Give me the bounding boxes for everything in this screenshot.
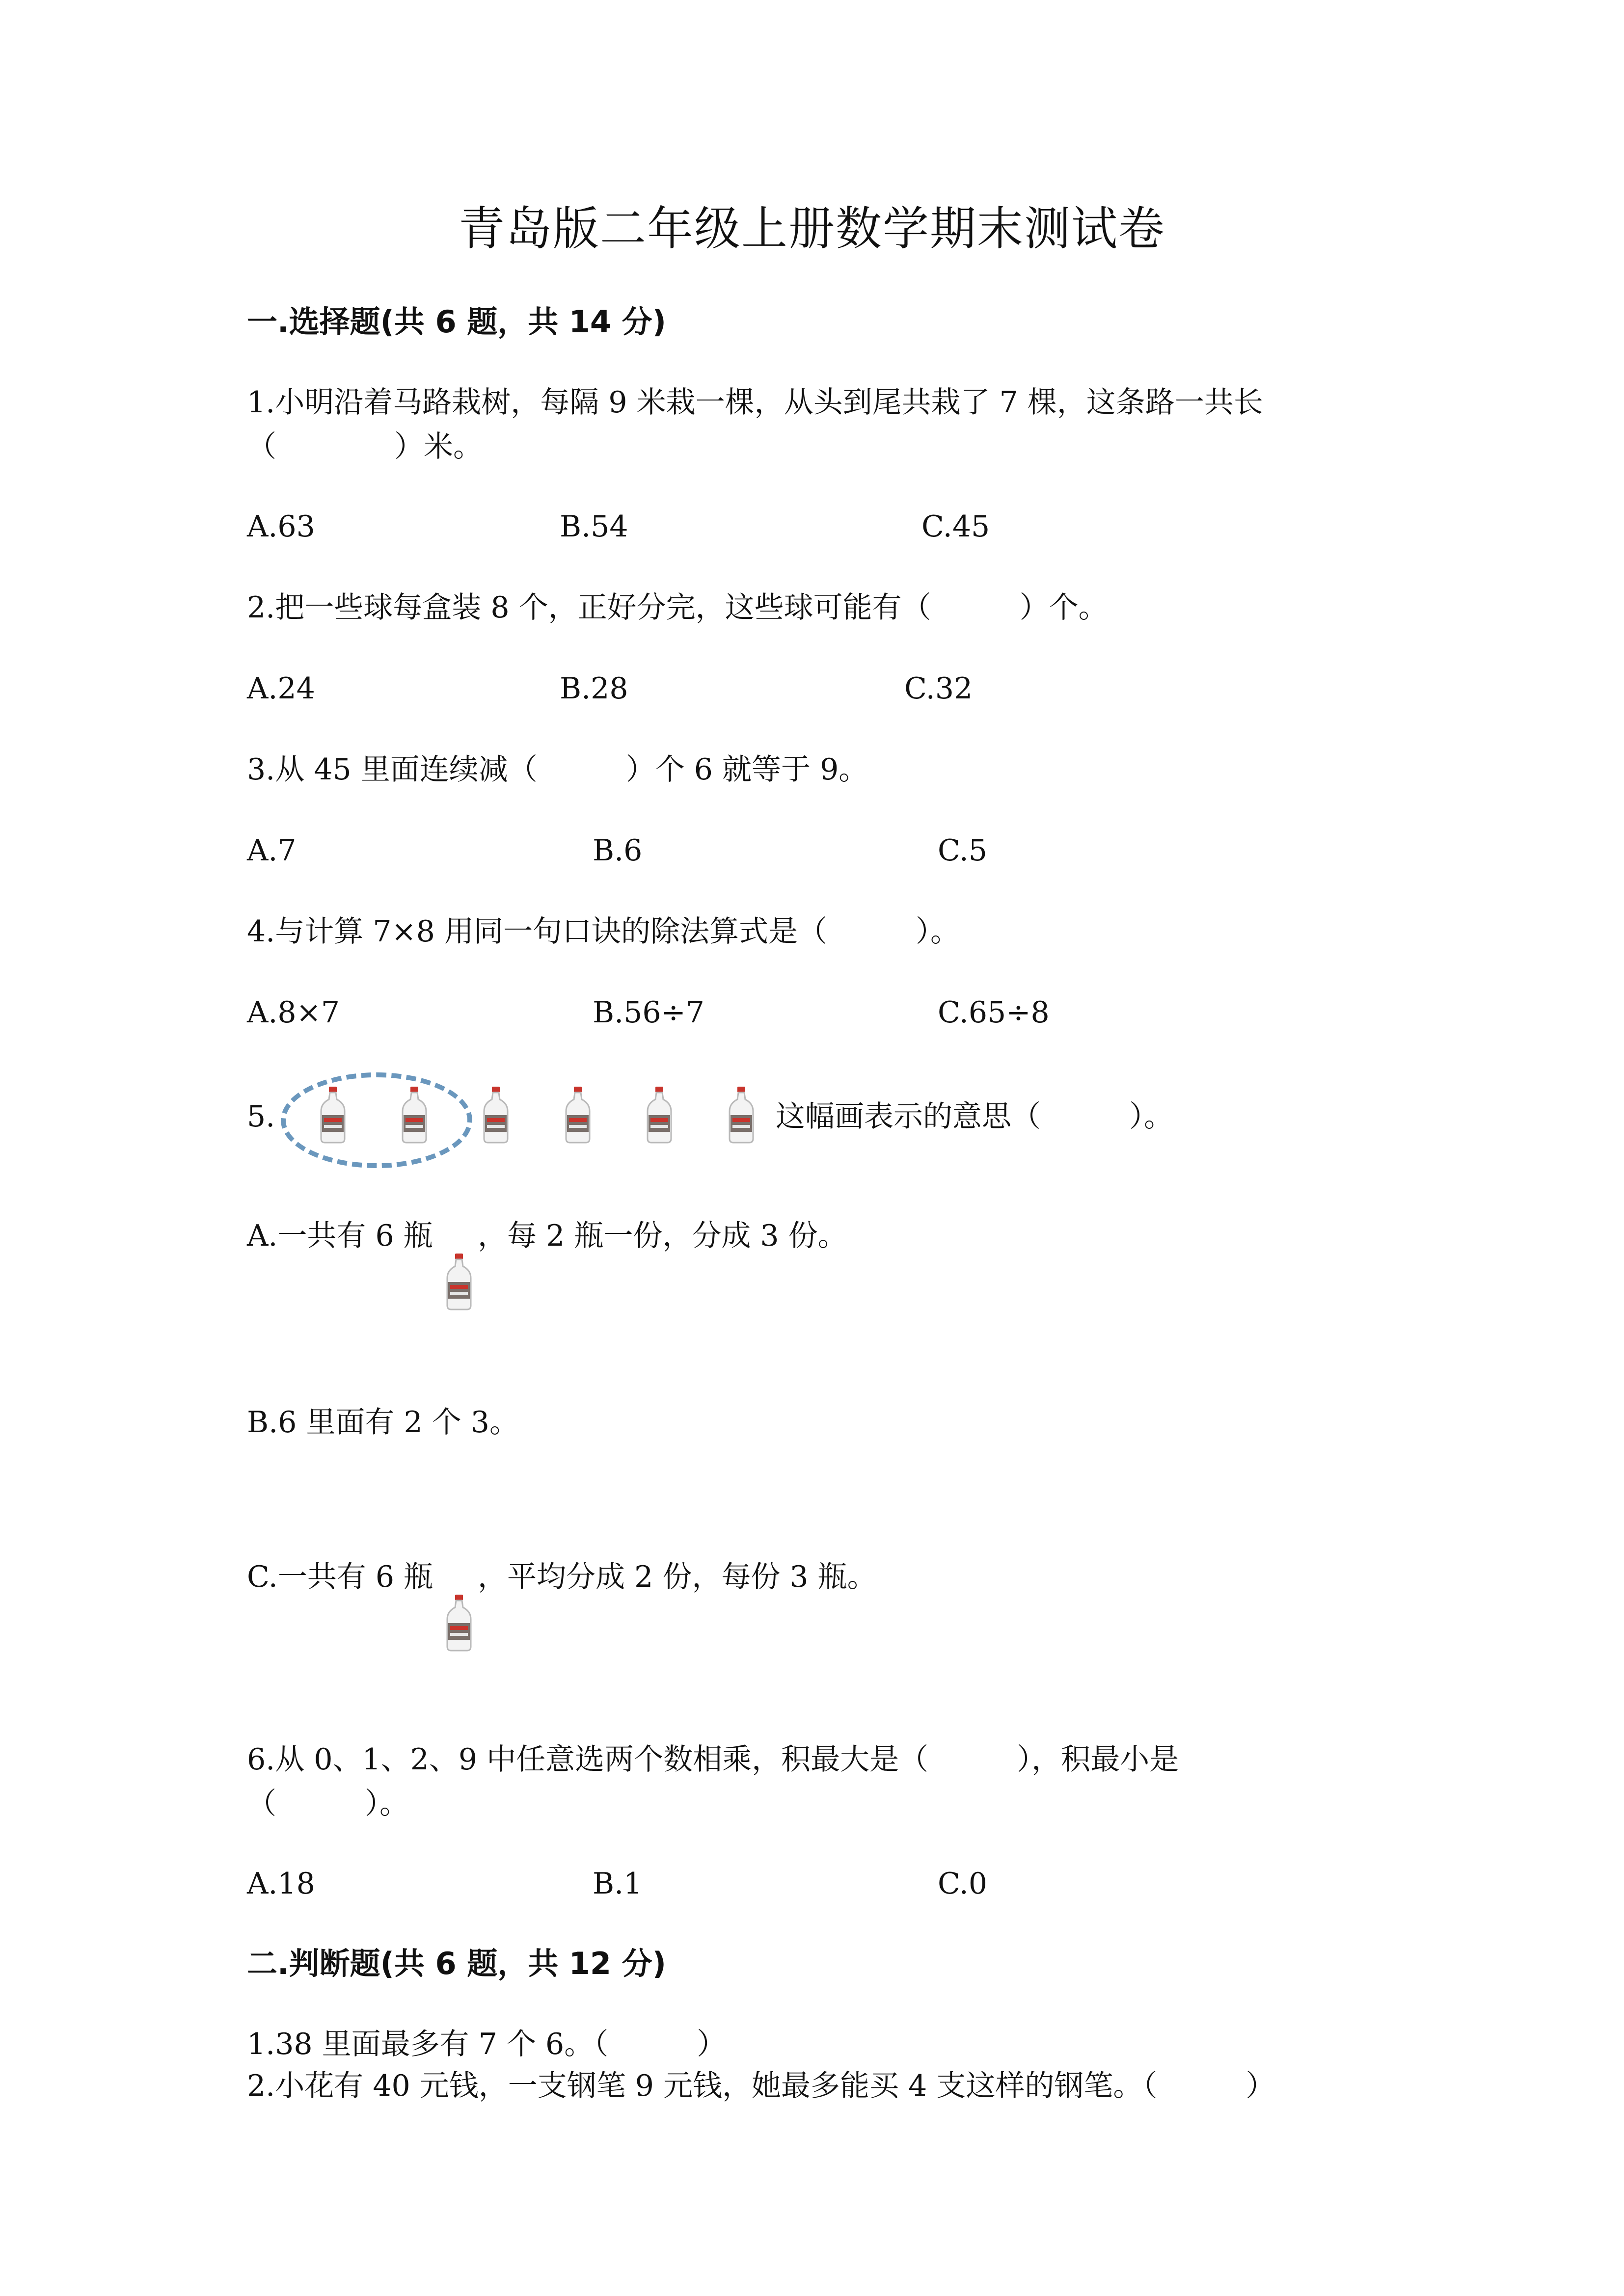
- q3-text: 3.从 45 里面连续减（ ）个 6 就等于 9。: [247, 752, 868, 787]
- q6-option-a: A.18: [247, 1867, 315, 1901]
- q5-option-b: B.6 里面有 2 个 3。: [247, 1405, 519, 1440]
- q5-option-a-part2: ，每 2 瓶一份，分成 3 份。: [478, 1219, 847, 1253]
- q4-option-b: B.56÷7: [593, 995, 704, 1030]
- q5-text: 这幅画表示的意思（ ）。: [776, 1099, 1173, 1134]
- q4-text: 4.与计算 7×8 用同一句口诀的除法算式是（ ）。: [247, 914, 960, 949]
- bottle-icon: [444, 1594, 474, 1652]
- q1-text-line1: 1.小明沿着马路栽树，每隔 9 米栽一棵，从头到尾共栽了 7 棵，这条路一共长: [247, 385, 1263, 420]
- bottle-icon: [481, 1086, 511, 1144]
- q1-option-b: B.54: [560, 509, 628, 544]
- q6-text-line2: （ ）。: [247, 1787, 409, 1821]
- bottle-icon: [318, 1086, 348, 1144]
- q5-number: 5.: [247, 1099, 275, 1134]
- judge-q1-text: 1.38 里面最多有 7 个 6。（ ）: [247, 2027, 727, 2061]
- q1-option-c: C.45: [921, 509, 990, 544]
- exam-title: 青岛版二年级上册数学期末测试卷: [458, 202, 1165, 256]
- bottle-icon: [444, 1253, 474, 1310]
- q6-option-c: C.0: [938, 1867, 988, 1901]
- q2-option-c: C.32: [904, 671, 973, 706]
- q2-option-a: A.24: [247, 671, 315, 706]
- q5-option-c-part1: C.一共有 6 瓶: [247, 1560, 433, 1594]
- bottle-icon: [727, 1086, 756, 1144]
- q4-option-a: A.8×7: [247, 995, 340, 1030]
- dashed-group-circle: [281, 1072, 472, 1168]
- q6-option-b: B.1: [593, 1867, 643, 1901]
- section-1-heading: 一.选择题(共 6 题，共 14 分): [247, 304, 666, 340]
- judge-q2-text: 2.小花有 40 元钱，一支钢笔 9 元钱，她最多能买 4 支这样的钢笔。（ ）: [247, 2069, 1275, 2103]
- q6-text-line1: 6.从 0、1、2、9 中任意选两个数相乘，积最大是（ ），积最小是: [247, 1742, 1179, 1777]
- q4-option-c: C.65÷8: [938, 995, 1050, 1030]
- bottle-icon: [645, 1086, 674, 1144]
- q1-text-line2: （ ）米。: [247, 429, 483, 464]
- q2-option-b: B.28: [560, 671, 628, 706]
- q5-option-a-part1: A.一共有 6 瓶: [247, 1219, 433, 1253]
- section-2-heading: 二.判断题(共 6 题，共 12 分): [247, 1946, 666, 1981]
- q1-option-a: A.63: [247, 509, 315, 544]
- q2-text: 2.把一些球每盒装 8 个，正好分完，这些球可能有（ ）个。: [247, 590, 1108, 625]
- q3-option-a: A.7: [247, 833, 297, 868]
- q3-option-b: B.6: [593, 833, 643, 868]
- bottle-icon: [400, 1086, 429, 1144]
- bottle-icon: [563, 1086, 593, 1144]
- q3-option-c: C.5: [938, 833, 988, 868]
- q5-option-c-part2: ，平均分成 2 份，每份 3 瓶。: [478, 1560, 877, 1594]
